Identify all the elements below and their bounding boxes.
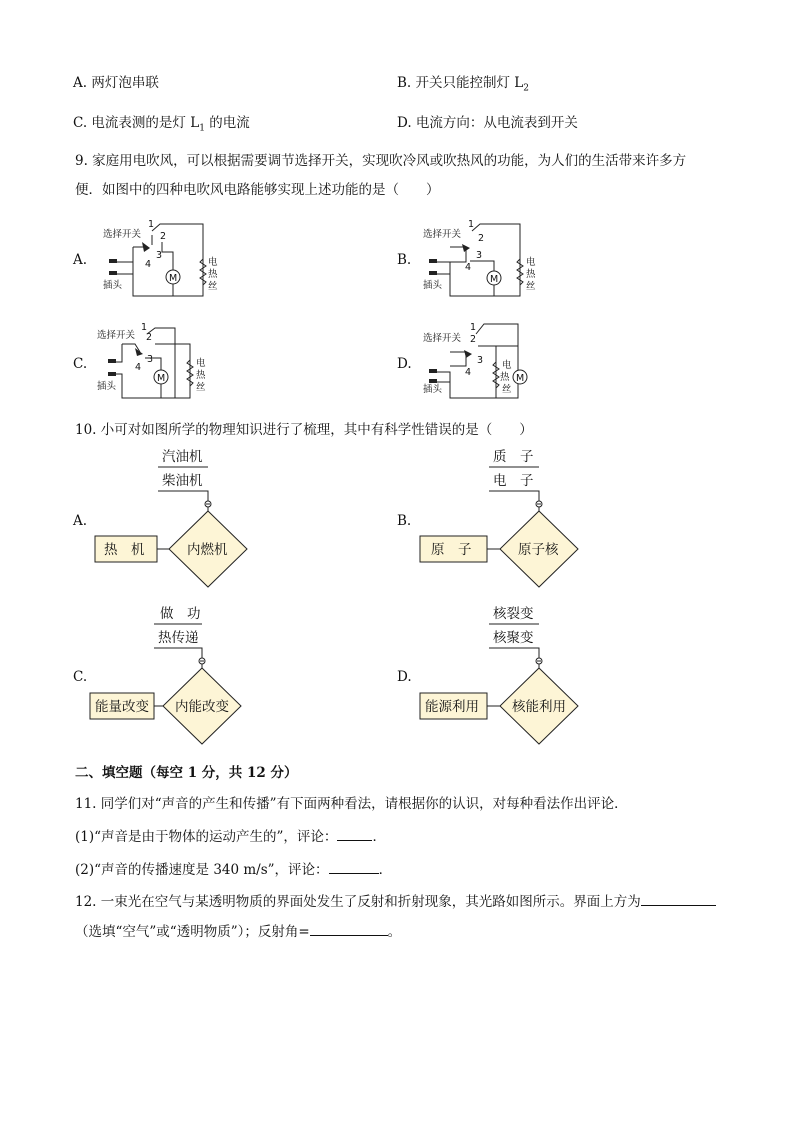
top-label-2: 电 子 [493,473,534,489]
q8-option-c-text: C. 电流表测的是灯 L [73,115,200,131]
heater-char-2: 热 [196,370,206,381]
switch-label: 选择开关 [103,229,142,240]
top-label-1: 做 功 [160,606,201,622]
q12-line2-text: （选填“空气”或“透明物质”）；反射角= [75,924,310,940]
heater-char-3: 丝 [208,281,218,292]
top-label-2: 柴油机 [162,473,203,489]
pos-4: 4 [145,259,152,270]
pos-3: 3 [156,250,163,261]
diamond-text: 原子核 [518,542,559,558]
concept-diagram-b [415,443,585,588]
switch-label: 选择开关 [97,330,136,341]
pos-2: 2 [470,334,477,345]
pos-4: 4 [465,367,472,378]
q10-label-b: B. [397,513,412,529]
pos-4: 4 [465,262,472,273]
q8-option-c [73,114,250,138]
q10-label-c: C. [73,669,88,685]
box-text: 原 子 [431,542,472,558]
heater-char-3: 丝 [526,281,536,292]
switch-label: 选择开关 [423,229,462,240]
q12-line2-end: 。 [387,924,402,940]
q10-label-d: D. [397,669,412,685]
heater-char-2: 热 [526,269,536,280]
top-label-2: 热传递 [158,630,199,646]
top-label-1: 核裂变 [493,606,534,622]
motor-symbol: M [169,273,178,284]
concept-diagram-d [415,600,585,745]
heater-char-1: 电 [208,257,218,268]
q9-stem-line1: 9. 家庭用电吹风，可以根据需要调节选择开关，实现吹冷风或吹热风的功能，为人们的生活带来许多方 [75,153,687,169]
heater-char-2: 热 [500,372,510,383]
q9-label-d: D. [397,356,412,372]
answer-blank[interactable] [329,859,379,874]
motor-symbol: M [490,274,499,285]
concept-diagram-a [90,443,260,588]
switch-label: 选择开关 [423,333,462,344]
circuit-diagram-b [420,214,545,304]
pos-3: 3 [477,355,484,366]
answer-blank[interactable] [310,921,388,936]
diamond-text: 内能改变 [175,699,229,715]
motor-symbol: M [157,373,166,384]
pos-3: 3 [147,354,154,365]
heater-char-3: 丝 [196,382,206,393]
q12-line2 [75,921,401,941]
q11-sub1-end: ． [372,829,386,845]
pos-4: 4 [135,362,142,373]
top-label-1: 质 子 [493,449,534,465]
diamond-text: 核能利用 [512,699,566,715]
concept-diagram-c [88,600,258,745]
pos-2: 2 [146,332,153,343]
q11-stem: 11. 同学们对“声音的产生和传播”有下面两种看法，请根据你的认识，对每种看法作出评论． [75,796,628,812]
q8-option-c-end: 的电流 [204,115,250,131]
box-text: 能量改变 [95,699,149,715]
heater-char-1: 电 [526,257,536,268]
motor-symbol: M [516,373,525,384]
box-text: 能源利用 [425,699,479,715]
q9-stem-line2: 便．如图中的四种电吹风电路能够实现上述功能的是（ ） [75,182,440,198]
circuit-diagram-c [95,318,220,408]
plug-label: 插头 [423,384,443,395]
q10-stem: 10. 小可对如图所学的物理知识进行了梳理，其中有科学性错误的是（ ） [75,422,533,438]
pos-2: 2 [160,231,167,242]
pos-1: 1 [468,219,475,230]
pos-1: 1 [470,322,477,333]
q11-sub2-end: ． [378,862,393,878]
pos-1: 1 [141,322,148,333]
q8-option-d: D. 电流方向：从电流表到开关 [397,115,578,131]
q8-option-b-sub: 2 [523,83,529,94]
q12-line1-text: 12. 一束光在空气与某透明物质的界面处发生了反射和折射现象，其光路如图所示。界面上方为 [75,894,641,910]
section-heading: 二、填空题（每空 1 分，共 12 分） [75,765,298,781]
answer-blank[interactable] [641,891,716,906]
box-text: 热 机 [104,542,145,558]
heater-char-3: 丝 [502,384,512,395]
plug-label: 插头 [97,381,117,392]
q8-option-b [397,74,529,98]
q8-option-a: A. 两灯泡串联 [73,75,159,91]
q8-option-c-sub: 1 [199,123,205,134]
q8-option-b-text: B. 开关只能控制灯 L [397,75,524,91]
heater-char-2: 热 [208,269,218,280]
q11-sub1-text: (1)“声音是由于物体的运动产生的”，评论： [75,829,338,845]
q12-line1 [75,891,716,911]
q11-sub1 [75,826,386,846]
pos-1: 1 [148,219,155,230]
circuit-diagram-d [420,318,545,408]
plug-label: 插头 [423,280,443,291]
answer-blank[interactable] [337,826,372,841]
q9-label-a: A. [73,252,88,268]
heater-char-1: 电 [196,358,206,369]
q11-sub2-text: (2)“声音的传播速度是 340 m/s”，评论： [75,862,329,878]
heater-char-1: 电 [502,360,512,371]
pos-2: 2 [478,233,485,244]
diamond-text: 内燃机 [187,542,228,558]
plug-label: 插头 [103,280,123,291]
q9-label-c: C. [73,356,88,372]
pos-3: 3 [476,250,483,261]
q10-label-a: A. [73,513,88,529]
top-label-2: 核聚变 [493,630,534,646]
q11-sub2 [75,859,392,879]
q9-label-b: B. [397,252,412,268]
circuit-diagram-a [100,214,225,304]
top-label-1: 汽油机 [162,449,203,465]
